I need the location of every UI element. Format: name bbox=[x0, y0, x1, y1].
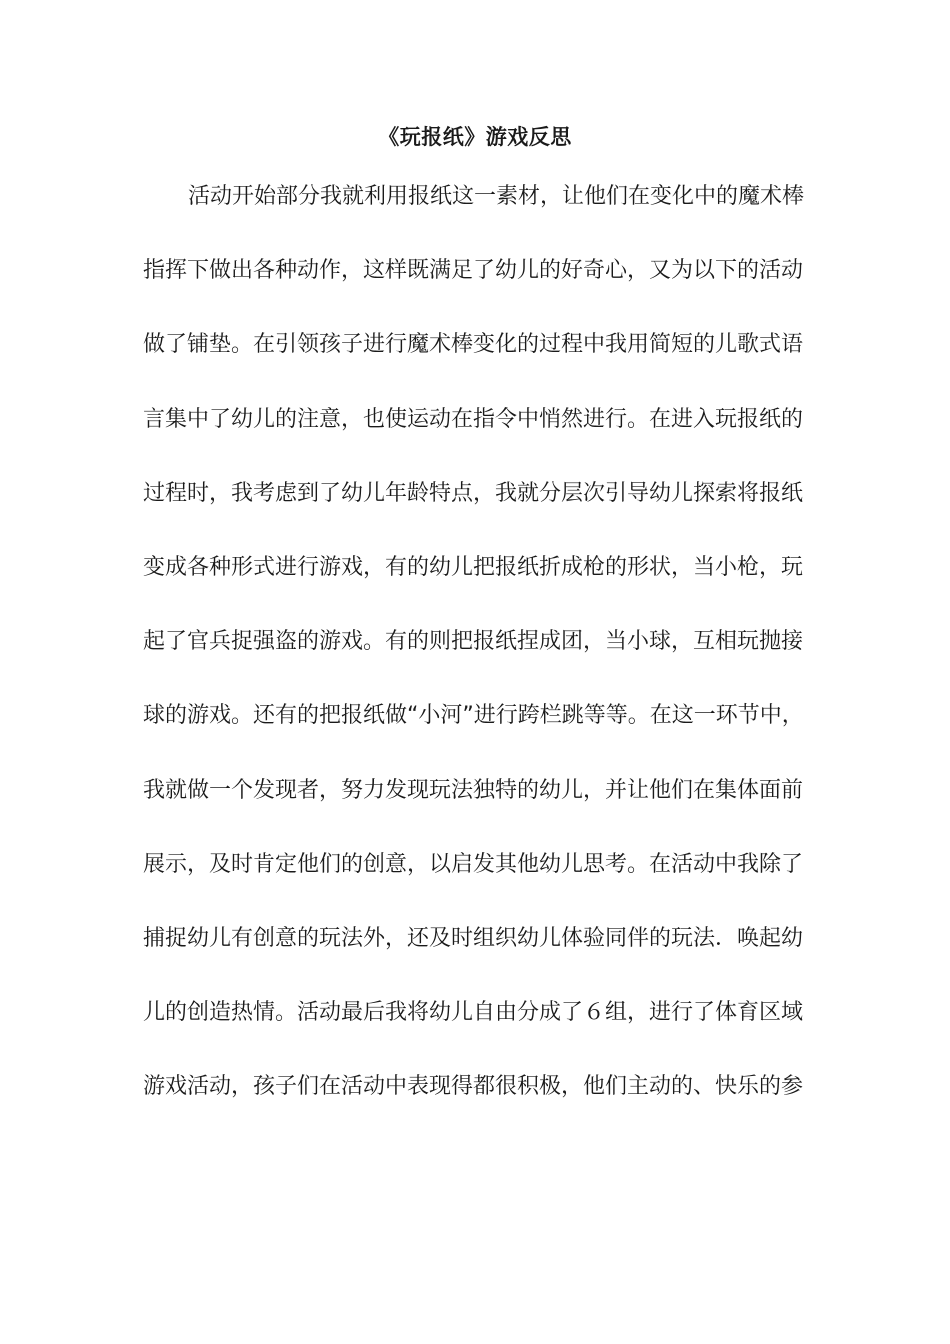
paragraph-line: 球的游戏。还有的把报纸做“小河”进行跨栏跳等等。在这一环节中， bbox=[143, 703, 804, 729]
paragraph-line: 活动开始部分我就利用报纸这一素材，让他们在变化中的魔术棒 bbox=[188, 184, 805, 209]
paragraph-line: 游戏活动，孩子们在活动中表现得都很积极，他们主动的、快乐的参 bbox=[143, 1074, 804, 1100]
paragraph-line: 做了铺垫。在引领孩子进行魔术棒变化的过程中我用简短的儿歌式语 bbox=[143, 332, 804, 358]
paragraph-line: 过程时，我考虑到了幼儿年龄特点，我就分层次引导幼儿探索将报纸 bbox=[143, 480, 804, 506]
paragraph-line: 儿的创造热情。活动最后我将幼儿自由分成了６组，进行了体育区域 bbox=[143, 1000, 804, 1026]
paragraph-line: 言集中了幼儿的注意，也使运动在指令中悄然进行。在进入玩报纸的 bbox=[143, 406, 804, 432]
paragraph-line: 指挥下做出各种动作，这样既满足了幼儿的好奇心，又为以下的活动 bbox=[143, 258, 804, 284]
paragraph-line: 展示，及时肯定他们的创意，以启发其他幼儿思考。在活动中我除了 bbox=[143, 851, 804, 877]
paragraph-line: 捕捉幼儿有创意的玩法外，还及时组织幼儿体验同伴的玩法．唤起幼 bbox=[143, 925, 804, 951]
paragraph-line: 起了官兵捉强盗的游戏。有的则把报纸捏成团，当小球，互相玩抛接 bbox=[143, 629, 804, 655]
document-title: 《玩报纸》游戏反思 bbox=[378, 125, 572, 149]
paragraph-line: 我就做一个发现者，努力发现玩法独特的幼儿，并让他们在集体面前 bbox=[143, 777, 804, 803]
paragraph-line: 变成各种形式进行游戏，有的幼儿把报纸折成枪的形状，当小枪，玩 bbox=[143, 554, 804, 580]
document-body bbox=[143, 177, 813, 1141]
